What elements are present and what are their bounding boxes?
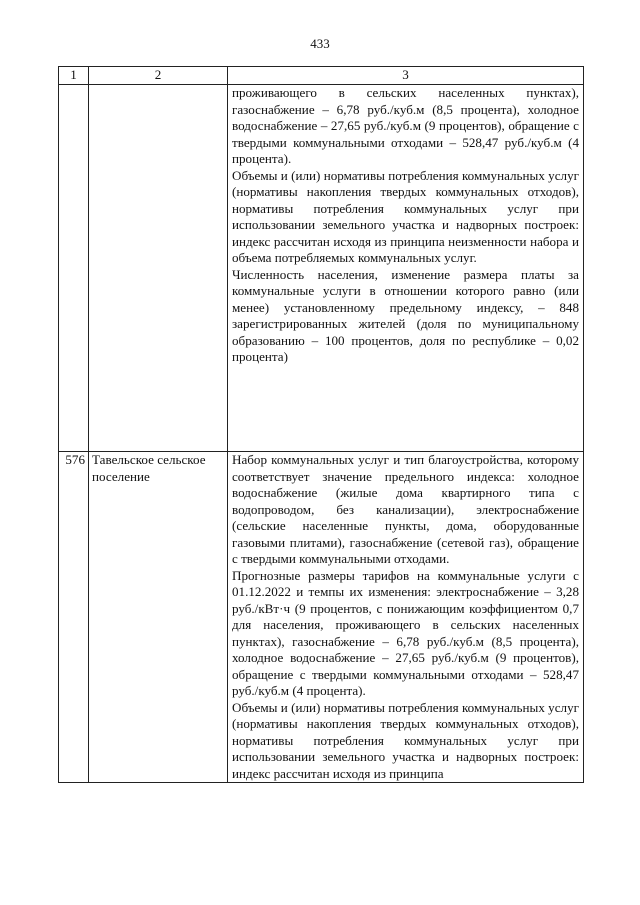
description-paragraph: Численность населения, изменение размера платы за коммунальные услуги в отношении которого равно (или менее) установленному предельному индексу, – 848 зарегистрированных жителей (доля по муниципальному образованию – 100 процентов, доля по республике – 0,02 процента) bbox=[232, 266, 579, 364]
table-header-row bbox=[59, 67, 584, 85]
description-paragraph: Набор коммунальных услуг и тип благоустройства, которому соответствует значение предельного индекса: холодное водоснабжение (жилые дома квартирного типа с водопроводом, без канализации), электроснабжение (сельские населенные пункты, дома, оборудованные газовыми плитами), газоснабжение (сетевой газ), обращение с твердыми коммунальными отходами. bbox=[232, 452, 579, 566]
municipality-cell bbox=[89, 85, 228, 452]
description-cell bbox=[228, 85, 584, 452]
column-header-2: 2 bbox=[89, 67, 228, 85]
column-header-1: 1 bbox=[59, 67, 89, 85]
tariff-table bbox=[58, 66, 584, 783]
description-paragraph: Объемы и (или) нормативы потребления коммунальных услуг (нормативы накопления твердых коммунальных отходов), нормативы потребления коммунальных услуг при использовании земельного участка и надворных построек: индекс рассчитан исходя из принципа неизменности набора и объема потребляемых коммунальных услуг. bbox=[232, 167, 579, 265]
description-paragraph: Объемы и (или) нормативы потребления коммунальных услуг (нормативы накопления твердых коммунальных отходов), нормативы потребления коммунальных услуг при использовании земельного участка и надворных построек: индекс рассчитан исходя из принципа bbox=[232, 699, 579, 781]
description-paragraph: проживающего в сельских населенных пунктах), газоснабжение – 6,78 руб./куб.м (8,5 процента), холодное водоснабжение – 27,65 руб./куб.м (9 процентов), обращение с твердыми коммунальными отходами – 528,47 руб./куб.м (4 процента). bbox=[232, 85, 579, 166]
page-number: 433 bbox=[310, 36, 330, 51]
row-number-cell bbox=[59, 85, 89, 452]
row-number-cell: 576 bbox=[59, 452, 89, 783]
description-cell bbox=[228, 452, 584, 783]
description-paragraph: Прогнозные размеры тарифов на коммунальные услуги с 01.12.2022 и темпы их изменения: электроснабжение – 3,28 руб./кВт·ч (9 процентов, с понижающим коэффициентом 0,7 для населения, проживающего в сельских населенных пунктах), газоснабжение – 6,78 руб./куб.м (8,5 процента), холодное водоснабжение – 27,65 руб./куб.м (9 процентов), обращение с твердыми коммунальными отходами – 528,47 руб./куб.м (4 процента). bbox=[232, 567, 579, 698]
table-row bbox=[59, 452, 584, 783]
column-header-3: 3 bbox=[228, 67, 584, 85]
table-row bbox=[59, 85, 584, 452]
municipality-cell: Тавельское сельское поселение bbox=[89, 452, 228, 783]
